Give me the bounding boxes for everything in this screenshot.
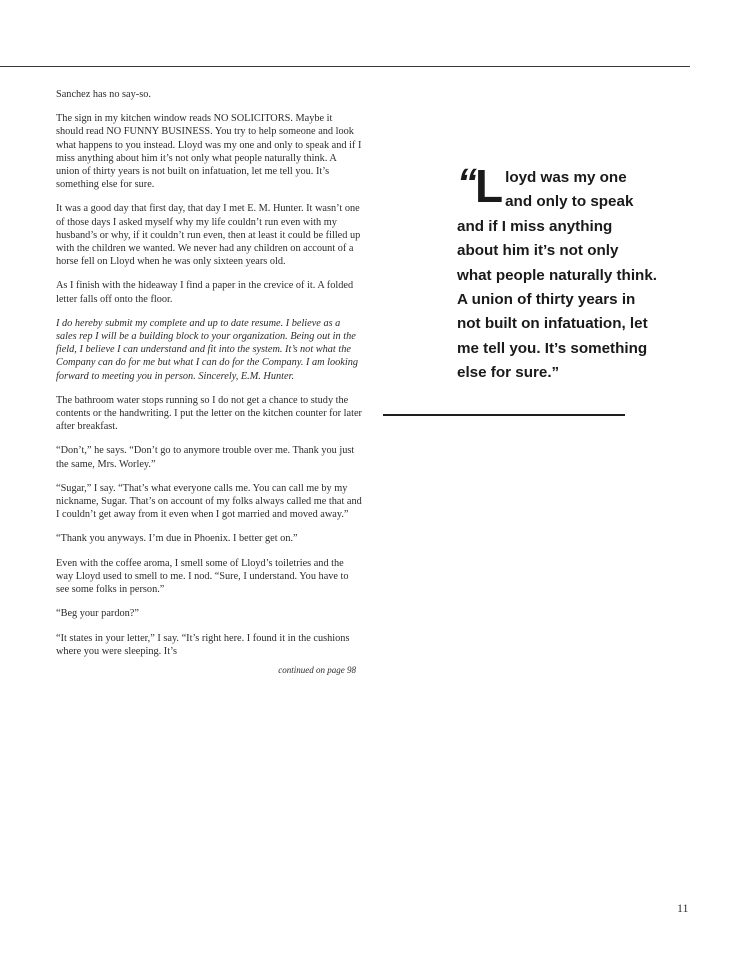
paragraph: “Beg your pardon?” [56, 608, 139, 620]
paragraph: It was a good day that first day, that day I met E. M. Hunter. It wasn’t one of those days I asked myself why my life couldn’t run even with my husband’s or why, if it couldn’t run even, then at least it could be filled up with the children we wanted. We never had any children on account of a horse fell on Lloyd when he was only sixteen years old. [56, 203, 361, 268]
top-rule [0, 66, 690, 67]
pull-quote-text: loyd was my one and only to speak and if I miss anything about him it’s not only what people naturally think. A union of thirty years in not built on infatuation, let me tell you. It’s something else for sure.” [457, 169, 657, 382]
page-number: 11 [677, 901, 689, 915]
paragraph: Even with the coffee aroma, I smell some of Lloyd’s toiletries and the way Lloyd used to smell to me. I nod. “Sure, I understand. You have to see some folks in person.” [56, 557, 349, 596]
pull-quote-rule [383, 414, 625, 416]
paragraph: The sign in my kitchen window reads NO SOLICITORS. Maybe it should read NO FUNNY BUSINESS. You try to help someone and look what happens to you instead. Lloyd was my one and only to speak and if I miss anything about him it’s not only what people naturally think. A union of thirty years is not built on infatuation, let me tell you. It’s something else for sure. [56, 113, 362, 191]
paragraph: Sanchez has no say-so. [56, 89, 151, 100]
paragraph: “It states in your letter,” I say. “It’s right here. I found it in the cushions where you were sleeping. It’s [56, 632, 350, 657]
continued-note: continued on page 98 [278, 664, 356, 675]
paragraph: The bathroom water stops running so I do not get a chance to study the contents or the handwriting. I put the letter on the kitchen counter for later after breakfast. [56, 394, 362, 433]
pull-quote [457, 160, 657, 386]
paragraph: As I finish with the hideaway I find a paper in the crevice of it. A folded letter falls off onto the floor. [56, 280, 354, 305]
letter-paragraph: I do hereby submit my complete and up to date resume. I believe as a sales rep I will be a building block to your organization. Being out in the field, I believe I can understand and fit into the system. It’s not what the Company can do for me but what I can do for the Company. I am looking forward to meeting you in person. Sincerely, E.M. Hunter. [56, 317, 359, 382]
paragraph: “Sugar,” I say. “That’s what everyone calls me. You can call me by my nickname, Sugar. That’s on account of my folks always called me that and I couldn’t get away from it even when I got married and moved away.” [56, 482, 362, 521]
paragraph: “Thank you anyways. I’m due in Phoenix. I better get on.” [56, 533, 298, 545]
article-column [56, 88, 362, 677]
paragraph: “Don’t,” he says. “Don’t go to anymore trouble over me. Thank you just the same, Mrs. Worley.” [56, 445, 355, 470]
open-quote-mark: “ [457, 161, 474, 205]
pull-quote-drop-cap: L [475, 160, 504, 212]
